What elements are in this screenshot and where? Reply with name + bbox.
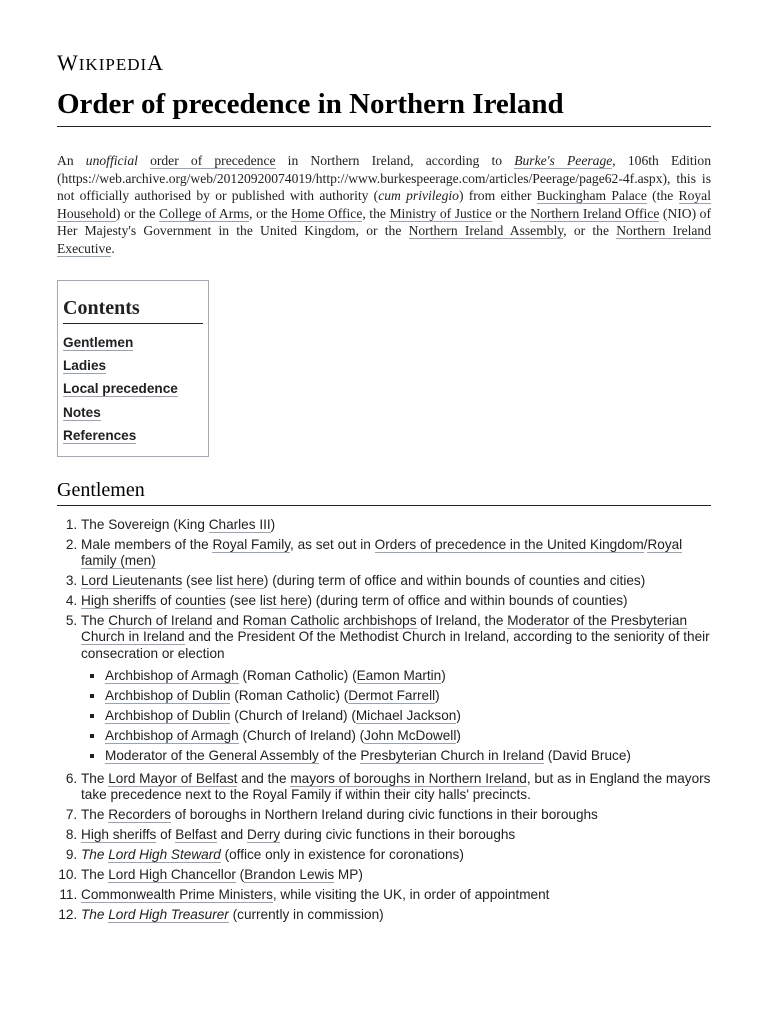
list-item bbox=[81, 907, 711, 923]
link-charles-iii[interactable]: Charles III bbox=[208, 516, 271, 532]
italic-text: Lord High Steward bbox=[108, 847, 221, 863]
text: or the bbox=[491, 205, 531, 221]
link-northern-ireland-executive[interactable]: Northern Ireland Executive bbox=[57, 223, 712, 256]
text: (see bbox=[182, 573, 217, 588]
text: , but as in England the mayors take precedence next to the Royal Family if within their city halls' precincts. bbox=[81, 770, 711, 803]
link-buckingham-palace[interactable]: Buckingham Palace bbox=[536, 188, 647, 204]
link-archbishop-of-armagh[interactable]: Archbishop of Armagh bbox=[105, 728, 239, 744]
list-item bbox=[105, 748, 711, 764]
link-royal-family[interactable]: Royal Family bbox=[212, 536, 291, 552]
link-list-here[interactable]: list here bbox=[216, 573, 264, 588]
text: ) (during term of office and within bounds of counties) bbox=[307, 593, 628, 608]
text: ) bbox=[456, 728, 461, 744]
text: (Roman Catholic) ( bbox=[238, 668, 357, 684]
text: The bbox=[81, 807, 109, 823]
list-item bbox=[81, 537, 711, 570]
text: ( bbox=[235, 867, 245, 883]
toc-item-local-precedence[interactable] bbox=[63, 377, 203, 400]
italic-text: Lord High Treasurer bbox=[108, 907, 229, 923]
text: . bbox=[111, 240, 115, 256]
text: (NIO) of Her Majesty's Government in the United Kingdom, or the bbox=[57, 205, 711, 239]
list-item bbox=[81, 827, 711, 843]
text: (David Bruce) bbox=[544, 748, 631, 764]
italic-text: unofficial bbox=[85, 153, 138, 168]
list-item bbox=[81, 593, 711, 609]
text: , 106th Edition (https://web.archive.org/web/20120920074019/http://www.burkespeerage.com/articles/Peerage/page62-4f.aspx), this is not officially authorised by or published with authority ( bbox=[57, 153, 712, 204]
link-counties[interactable]: counties bbox=[175, 593, 226, 608]
link-michael-jackson[interactable]: Michael Jackson bbox=[355, 708, 457, 724]
link-eamon-martin[interactable]: Eamon Martin bbox=[356, 668, 442, 684]
italic-text: The bbox=[81, 907, 109, 923]
italic-text: The bbox=[81, 847, 109, 863]
text: , or the bbox=[563, 223, 617, 239]
link-moderator-presbyterian-church[interactable]: Moderator of the Presbyterian Church in Ireland bbox=[81, 613, 688, 645]
link-orders-of-precedence-uk[interactable]: Orders of precedence in the United Kingdom bbox=[374, 536, 644, 552]
text: of the bbox=[318, 748, 361, 764]
archbishops-list bbox=[81, 668, 711, 764]
toc-title: Contents bbox=[63, 297, 203, 324]
page-title: Order of precedence in Northern Ireland bbox=[57, 86, 711, 127]
link-ministry-of-justice[interactable]: Ministry of Justice bbox=[389, 205, 492, 221]
text: ) from either bbox=[458, 188, 537, 204]
link-brandon-lewis[interactable]: Brandon Lewis bbox=[244, 867, 335, 883]
link-lord-lieutenants[interactable]: Lord Lieutenants bbox=[81, 573, 183, 588]
link-derry[interactable]: Derry bbox=[247, 827, 281, 843]
text: The bbox=[81, 770, 109, 786]
link-commonwealth-prime-ministers[interactable]: Commonwealth Prime Ministers bbox=[81, 887, 273, 903]
link-presbyterian-church-in-ireland[interactable]: Presbyterian Church in Ireland bbox=[360, 748, 545, 764]
toc-item-label: References bbox=[63, 428, 137, 444]
wordmark-final: A bbox=[147, 50, 165, 75]
text: , as set out in bbox=[290, 536, 375, 552]
wordmark-initial: W bbox=[57, 50, 79, 75]
list-item bbox=[81, 807, 711, 823]
list-item bbox=[81, 573, 711, 589]
link-northern-ireland-assembly[interactable]: Northern Ireland Assembly bbox=[408, 223, 564, 239]
text: , while visiting the UK, in order of appointment bbox=[272, 887, 550, 903]
list-item bbox=[81, 847, 711, 863]
table-of-contents bbox=[57, 280, 209, 457]
text: MP) bbox=[334, 867, 363, 883]
text: / bbox=[643, 536, 648, 552]
link-belfast[interactable]: Belfast bbox=[175, 827, 217, 843]
text: of bbox=[156, 827, 176, 843]
link-home-office[interactable]: Home Office bbox=[291, 205, 363, 221]
link-lord-high-treasurer[interactable] bbox=[108, 907, 229, 923]
italic-text: Burke's Peerage bbox=[514, 153, 613, 168]
link-moderator-general-assembly[interactable]: Moderator of the General Assembly bbox=[105, 748, 319, 764]
toc-item-label: Ladies bbox=[63, 357, 107, 373]
text: during civic functions in their boroughs bbox=[280, 827, 516, 843]
toc-item-notes[interactable] bbox=[63, 401, 203, 424]
link-order-of-precedence[interactable]: order of precedence bbox=[150, 153, 276, 168]
toc-item-label: Local precedence bbox=[63, 381, 178, 397]
text: ) (during term of office and within bounds of counties and cities) bbox=[263, 573, 646, 588]
text: An bbox=[57, 153, 86, 168]
text: of Ireland, the bbox=[416, 613, 508, 628]
toc-item-label: Notes bbox=[63, 404, 101, 420]
italic-text: cum privilegio bbox=[378, 188, 459, 204]
link-recorders[interactable]: Recorders bbox=[108, 807, 171, 823]
text: of boroughs in Northern Ireland during civic functions in their boroughs bbox=[170, 807, 598, 823]
link-lord-high-chancellor[interactable]: Lord High Chancellor bbox=[108, 867, 236, 883]
text: (the bbox=[646, 188, 679, 204]
list-item bbox=[105, 708, 711, 724]
link-burkes-peerage[interactable] bbox=[514, 153, 612, 169]
link-high-sheriffs[interactable]: High sheriffs bbox=[81, 827, 157, 843]
wikipedia-wordmark[interactable] bbox=[57, 0, 711, 76]
link-archbishop-of-dublin[interactable]: Archbishop of Dublin bbox=[105, 688, 231, 704]
text: The Sovereign (King bbox=[81, 516, 209, 532]
link-mayors-of-boroughs[interactable]: mayors of boroughs in Northern Ireland bbox=[290, 770, 527, 786]
text: , or the bbox=[249, 205, 292, 221]
text: ) bbox=[270, 516, 276, 532]
text: ) bbox=[441, 668, 446, 684]
link-archbishop-of-dublin[interactable]: Archbishop of Dublin bbox=[105, 708, 231, 724]
text: The bbox=[81, 613, 109, 628]
text: The bbox=[81, 867, 109, 883]
text: ) bbox=[456, 708, 461, 724]
link-royal-household[interactable]: Royal Household bbox=[57, 188, 711, 221]
section-heading-gentlemen: Gentlemen bbox=[57, 479, 711, 506]
text: of bbox=[156, 593, 176, 608]
list-item bbox=[105, 728, 711, 744]
text: (Roman Catholic) ( bbox=[230, 688, 349, 704]
link-college-of-arms[interactable]: College of Arms bbox=[159, 205, 250, 221]
text: (currently in commission) bbox=[228, 907, 384, 923]
link-john-mcdowell[interactable]: John McDowell bbox=[364, 728, 457, 744]
link-lord-mayor-of-belfast[interactable]: Lord Mayor of Belfast bbox=[108, 770, 238, 786]
link-list-here[interactable]: list here bbox=[259, 593, 308, 608]
link-archbishop-of-armagh[interactable]: Archbishop of Armagh bbox=[105, 668, 239, 684]
intro-paragraph bbox=[57, 152, 711, 258]
list-item bbox=[81, 517, 711, 533]
link-archbishops[interactable]: archbishops bbox=[343, 613, 417, 628]
link-lord-high-steward[interactable] bbox=[108, 847, 221, 863]
text: , the bbox=[362, 205, 390, 221]
link-northern-ireland-office[interactable]: Northern Ireland Office bbox=[530, 205, 660, 221]
text: Male members of the bbox=[81, 536, 213, 552]
list-item bbox=[105, 668, 711, 684]
text: (office only in existence for coronations) bbox=[220, 847, 464, 863]
link-roman-catholic[interactable]: Roman Catholic bbox=[242, 613, 340, 628]
link-dermot-farrell[interactable]: Dermot Farrell bbox=[348, 688, 436, 704]
text bbox=[138, 153, 150, 168]
toc-item-references[interactable] bbox=[63, 424, 203, 447]
text: and the President Of the Methodist Church in Ireland, according to the seniority of their consecration or election bbox=[81, 629, 710, 661]
text: ) bbox=[435, 688, 440, 704]
list-item bbox=[81, 771, 711, 804]
text: and bbox=[212, 613, 243, 628]
text: ) or the bbox=[115, 205, 159, 221]
toc-item-gentlemen[interactable] bbox=[63, 331, 203, 354]
wordmark-middle: IKIPEDI bbox=[78, 55, 148, 74]
text: and the bbox=[237, 770, 291, 786]
text: (Church of Ireland) ( bbox=[230, 708, 356, 724]
text: (Church of Ireland) ( bbox=[238, 728, 365, 744]
list-item bbox=[105, 688, 711, 704]
list-item bbox=[81, 613, 711, 765]
link-high-sheriffs[interactable]: High sheriffs bbox=[81, 593, 157, 608]
list-item bbox=[81, 867, 711, 883]
link-royal-family-men[interactable]: Royal family (men) bbox=[81, 536, 683, 568]
toc-item-ladies[interactable] bbox=[63, 354, 203, 377]
toc-item-label: Gentlemen bbox=[63, 334, 134, 350]
precedence-list bbox=[57, 517, 711, 924]
text: and bbox=[216, 827, 247, 843]
text: in Northern Ireland, according to bbox=[275, 153, 515, 168]
list-item bbox=[81, 887, 711, 903]
link-church-of-ireland[interactable]: Church of Ireland bbox=[108, 613, 213, 628]
text: (see bbox=[225, 593, 260, 608]
